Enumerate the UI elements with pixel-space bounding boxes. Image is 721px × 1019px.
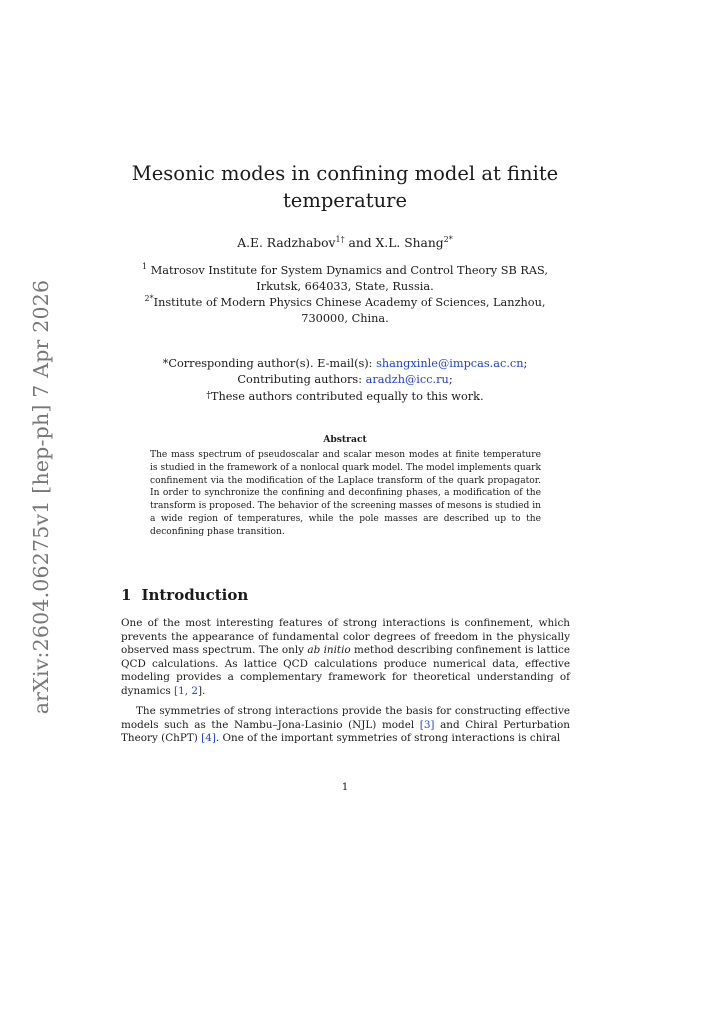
section-number: 1 bbox=[121, 586, 132, 604]
paragraph-text: method describing confinement is lattice QCD calculations. As lattice QCD calculations produce numerical data, effective modeling provides a complementary framework for theoretical understanding of dynamics bbox=[121, 644, 571, 697]
author-2: X.L. Shang bbox=[375, 236, 444, 250]
corresponding-line bbox=[130, 356, 560, 372]
affiliation-1-line1: Matrosov Institute for System Dynamics and Control Theory SB RAS, bbox=[147, 264, 548, 277]
intro-paragraph-2 bbox=[121, 705, 570, 746]
citation-link-2[interactable]: 2 bbox=[191, 684, 198, 697]
section-heading bbox=[121, 586, 248, 604]
citation-separator: , bbox=[184, 684, 192, 697]
paragraph-text: and Chiral Perturbation Theory (ChPT) bbox=[121, 718, 570, 745]
corresponding-suffix: ; bbox=[523, 357, 528, 370]
affiliation-2-line2: 730000, China. bbox=[301, 312, 389, 325]
affiliations bbox=[130, 263, 560, 327]
affiliation-2-mark: 2* bbox=[144, 294, 154, 304]
abstract-body: The mass spectrum of pseudoscalar and scalar meson modes at finite temperature is studied in the framework of a nonlocal quark model. The model implements quark confinement via the modification of the Laplace transform of the quark propagator. In order to synchronize the confining and deconfining phases, a modification of the transform is proposed. The behavior of the screening masses of mesons is studied in a wide region of temperatures, while the pole masses are described up to the deconfining phase transition. bbox=[150, 450, 541, 537]
citation-link-4[interactable]: [4] bbox=[201, 732, 216, 745]
equal-contribution-text: These authors contributed equally to this work. bbox=[210, 390, 484, 403]
paragraph-text: The symmetries of strong interactions provide the basis for constructing effective models such as the Nambu–Jona-Lasinio (NJL) model bbox=[121, 705, 570, 731]
italic-text: ab initio bbox=[307, 644, 351, 657]
page-number: 1 bbox=[341, 781, 349, 793]
contributing-line bbox=[130, 372, 560, 388]
intro-paragraph-1 bbox=[121, 617, 570, 699]
author-1-mark: 1† bbox=[335, 234, 345, 244]
corresponding-email-link[interactable]: shangxinle@impcas.ac.cn bbox=[376, 357, 524, 370]
abstract-heading: Abstract bbox=[323, 434, 367, 445]
citation-bracket: [ bbox=[174, 684, 179, 697]
affiliation-2-line1: Institute of Modern Physics Chinese Academy of Sciences, Lanzhou, bbox=[153, 296, 546, 309]
contributing-email-link[interactable]: aradzh@icc.ru bbox=[365, 373, 449, 386]
dagger-mark: † bbox=[206, 391, 211, 401]
paragraph-text: One of the most interesting features of strong interactions is confinement, which prevents the appearance of fundamental color degrees of freedom in the physically observed mass spectrum. The only bbox=[121, 617, 570, 657]
contributing-label: Contributing authors: bbox=[237, 373, 366, 386]
author-conjunction: and bbox=[344, 236, 376, 250]
author-1: A.E. Radzhabov bbox=[237, 236, 336, 250]
paper-title: Mesonic modes in confining model at finite temperature bbox=[131, 162, 559, 212]
paragraph-text: . One of the important symmetries of strong interactions is chiral bbox=[215, 732, 561, 745]
citation-bracket: ]. bbox=[197, 684, 206, 697]
arxiv-stamp bbox=[29, 279, 53, 715]
citation-link-1[interactable]: 1 bbox=[178, 684, 185, 697]
affiliation-1-mark: 1 bbox=[142, 262, 148, 272]
affiliation-1-line2: Irkutsk, 664033, State, Russia. bbox=[256, 280, 434, 293]
arxiv-stamp-text: arXiv:2604.06275v1 [hep-ph] 7 Apr 2026 bbox=[29, 279, 53, 715]
section-title: Introduction bbox=[141, 586, 249, 604]
equal-contribution-note bbox=[130, 388, 560, 405]
correspondence bbox=[130, 356, 560, 405]
affiliation-1 bbox=[130, 263, 560, 279]
author-2-mark: 2* bbox=[443, 234, 453, 244]
citation-link-3[interactable]: [3] bbox=[419, 718, 435, 731]
corresponding-label: *Corresponding author(s). E-mail(s): bbox=[162, 357, 377, 370]
contributing-suffix: ; bbox=[448, 373, 453, 386]
affiliation-2 bbox=[130, 295, 560, 311]
author-line bbox=[130, 236, 560, 250]
